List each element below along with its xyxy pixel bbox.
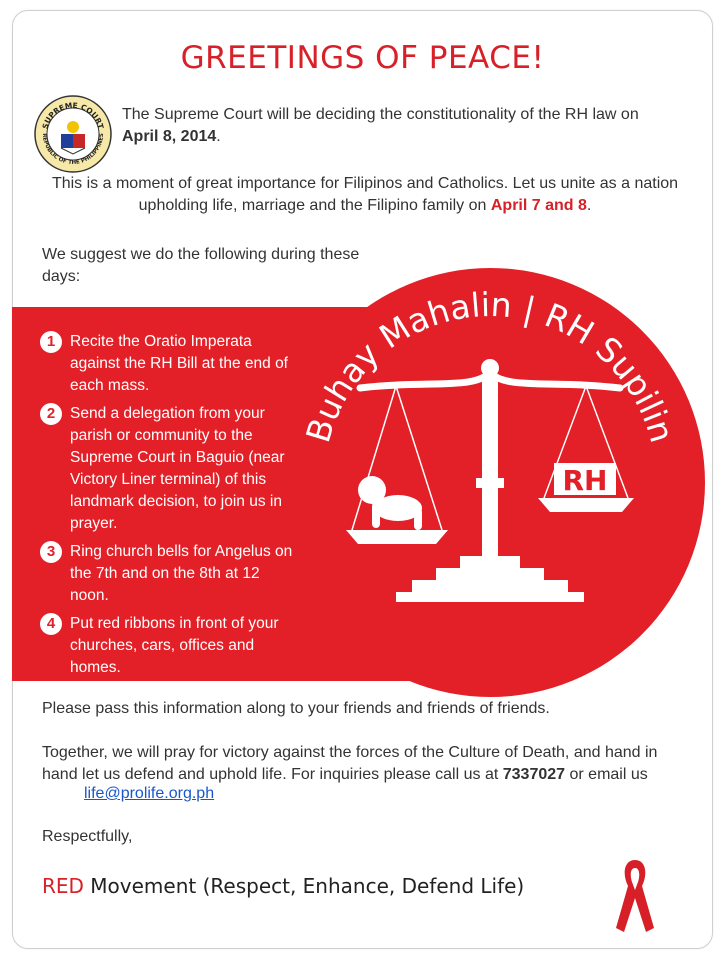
- email-link[interactable]: life@prolife.org.ph: [84, 785, 215, 802]
- red-ribbon-icon: [610, 854, 660, 934]
- phone-number: 7337027: [502, 766, 566, 783]
- step-number: 3: [40, 541, 62, 563]
- together-after: or email us: [569, 766, 648, 783]
- intro-paragraph: [122, 104, 702, 148]
- step-item: [40, 613, 300, 679]
- intro-punct: .: [216, 128, 221, 145]
- scale-emblem: [276, 268, 705, 697]
- rh-label: RH: [562, 464, 608, 497]
- emblem-arc-text: Buhay Mahalin | RH Supilin: [298, 284, 682, 447]
- step-item: [40, 403, 300, 535]
- footer-rest: Movement (Respect, Enhance, Defend Life): [90, 874, 525, 898]
- step-text: Put red ribbons in front of your churches, cars, offices and homes.: [70, 615, 279, 676]
- steps-list: [40, 331, 300, 685]
- step-text: Recite the Oratio Imperata against the RH Bill at the end of each mass.: [70, 333, 288, 394]
- step-text: Ring church bells for Angelus on the 7th and on the 8th at 12 noon.: [70, 543, 293, 604]
- page-title: GREETINGS OF PEACE!: [180, 40, 545, 76]
- intro-date: April 8, 2014: [122, 128, 217, 145]
- moment-punct: .: [586, 197, 592, 214]
- step-number: 1: [40, 331, 62, 353]
- intro-text: The Supreme Court will be deciding the constitutionality of the RH law on: [122, 106, 639, 123]
- moment-paragraph: [40, 173, 690, 217]
- closing-text: Respectfully,: [42, 828, 133, 845]
- step-item: [40, 331, 300, 397]
- moment-text: This is a moment of great importance for Filipinos and Catholics. Let us unite as a nation upholding life, marriage and the Filipino family on: [51, 175, 679, 214]
- step-number: 2: [40, 403, 62, 425]
- step-item: [40, 541, 300, 607]
- moment-dates: April 7 and 8: [490, 197, 587, 214]
- pass-paragraph: Please pass this information along to your friends and friends of friends.: [42, 700, 550, 717]
- step-text: Send a delegation from your parish or community to the Supreme Court in Baguio (near Victory Liner terminal) of this landmark decision, to join us in prayer.: [70, 405, 285, 532]
- together-text: Together, we will pray for victory against the forces of the Culture of Death, and hand in hand let us defend and uphold life. For inquiries please call us at: [42, 744, 658, 783]
- supreme-court-seal: [33, 94, 113, 174]
- footer-red-word: RED: [42, 874, 84, 898]
- seal-top-text: SUPREME COURT: [40, 100, 106, 130]
- suggest-paragraph: We suggest we do the following during these days:: [42, 246, 360, 285]
- seal-bottom-text: REPUBLIC OF THE PHILIPPINES: [40, 133, 106, 167]
- together-paragraph: [42, 742, 697, 786]
- step-number: 4: [40, 613, 62, 635]
- footer-line: [42, 874, 524, 898]
